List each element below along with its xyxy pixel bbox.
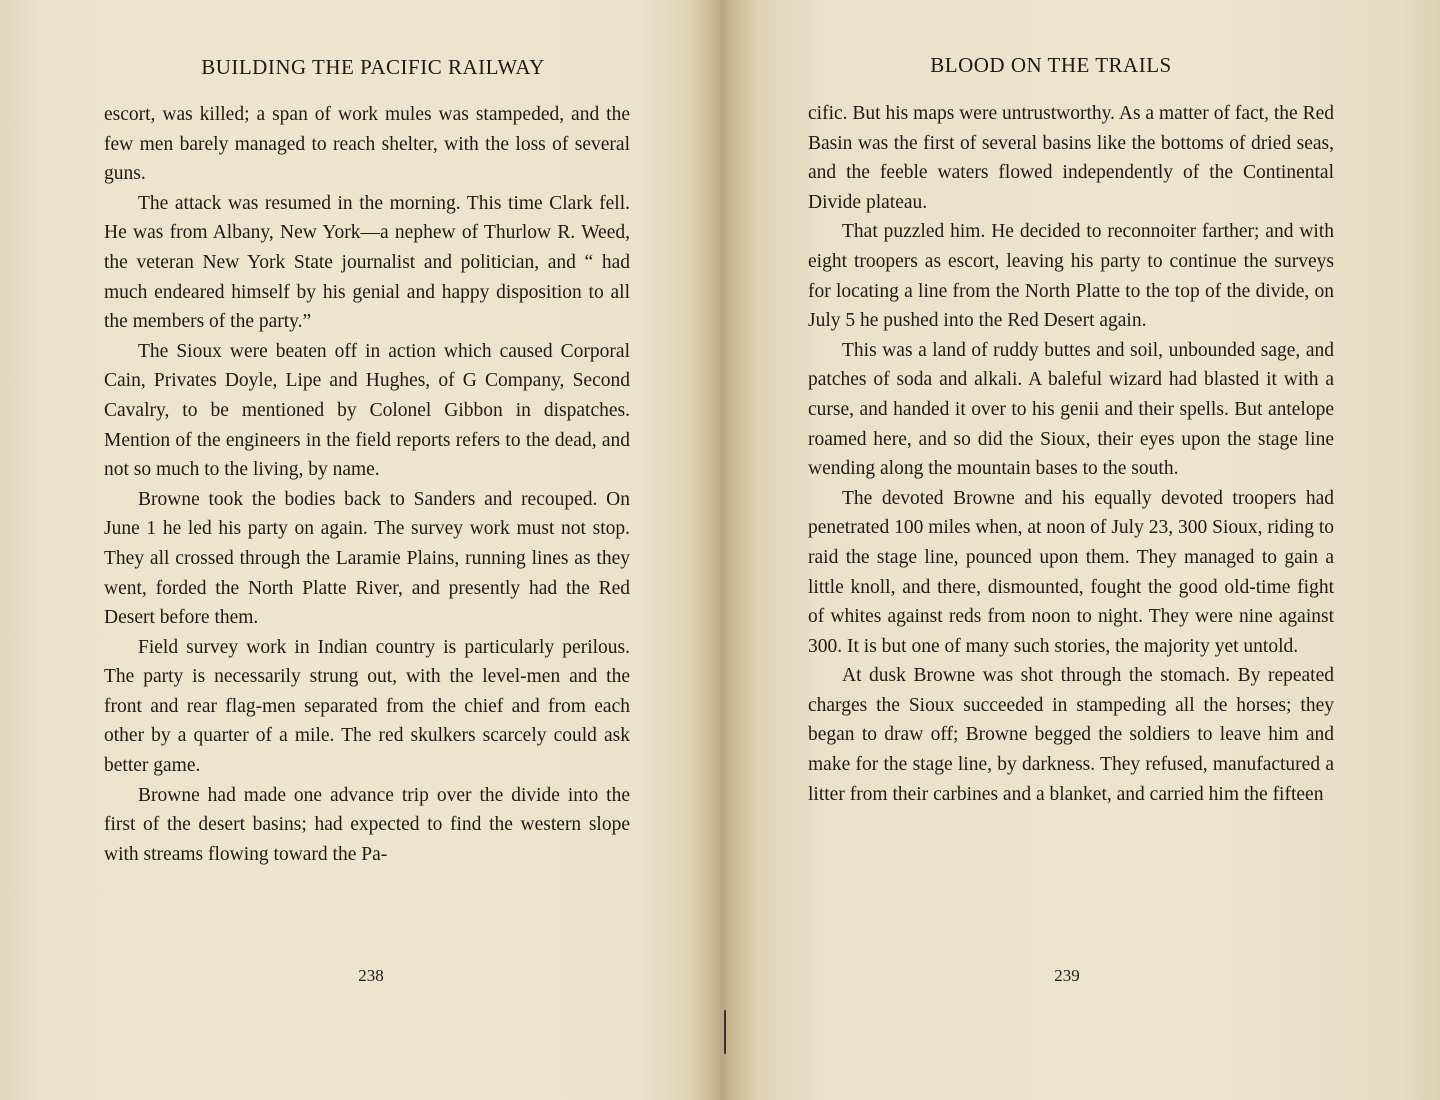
right-paragraph-1: cific. But his maps were untrustworthy. As a matter of fact, the Red Basin was the first of several basins like the bottoms of dried seas, and the feeble waters flowed independently of the Continental Divide plateau. [808, 103, 1334, 213]
left-paragraph-1: escort, was killed; a span of work mules was stampeded, and the few men barely managed to reach shelter, with the loss of several guns. [104, 104, 630, 185]
right-body-text [808, 99, 1334, 809]
left-paragraph-2: The attack was resumed in the morning. This time Clark fell. He was from Albany, New York—a nephew of Thurlow R. Weed, the veteran New York State journalist and politician, and “ had much endeared himself by his genial and happy disposition to all the members of the party.” [104, 192, 630, 333]
right-paragraph-5: At dusk Browne was shot through the stomach. By repeated charges the Sioux succeeded in stampeding all the horses; they began to draw off; Browne begged the soldiers to leave him and make for the stage line, by darkness. They refused, manufactured a litter from their carbines and a blanket, and carried him the fifteen [808, 665, 1334, 805]
right-page [808, 0, 1334, 1100]
left-paragraph-5: Field survey work in Indian country is particularly perilous. The party is necessarily strung out, with the level-men and the front and rear flag-men separated from the chief and from each other by a quarter of a mile. The red skulkers scarcely could ask better game. [104, 636, 630, 777]
left-paragraph-4: Browne took the bodies back to Sanders and recouped. On June 1 he led his party on again. The survey work must not stop. They all crossed through the Laramie Plains, running lines as they went, forded the North Platte River, and presently had the Red Desert before them. [104, 488, 630, 629]
right-page-number: 239 [1054, 966, 1080, 985]
left-paragraph-3: The Sioux were beaten off in action which caused Corporal Cain, Privates Doyle, Lipe and Hughes, of G Company, Second Cavalry, to be mentioned by Colonel Gibbon in dispatches. Mention of the engineers in the field reports refers to the dead, and not so much to the living, by name. [104, 340, 630, 481]
right-paragraph-2: That puzzled him. He decided to reconnoiter farther; and with eight troopers as escort, leaving his party to continue the surveys for locating a line from the North Platte to the top of the divide, on July 5 he pushed into the Red Desert again. [808, 221, 1334, 332]
left-running-head: BUILDING THE PACIFIC RAILWAY [201, 55, 545, 79]
left-body-text [104, 100, 630, 869]
right-paragraph-3: This was a land of ruddy buttes and soil, unbounded sage, and patches of soda and alkali. A baleful wizard had blasted it with a curse, and handed it over to his genii and their spells. But antelope roamed here, and so did the Sioux, their eyes upon the stage line wending along the mountain bases to the south. [808, 339, 1334, 480]
left-paragraph-6: Browne had made one advance trip over the divide into the first of the desert basins; had expected to find the western slope with streams flowing toward the Pa- [104, 784, 630, 865]
right-paragraph-4: The devoted Browne and his equally devoted troopers had penetrated 100 miles when, at noon of July 23, 300 Sioux, riding to raid the stage line, pounced upon them. They managed to gain a little knoll, and there, dismounted, fought the good old-time fight of whites against reds from noon to night. They were nine against 300. It is but one of many such stories, the majority yet untold. [808, 487, 1334, 657]
left-page [104, 0, 630, 1100]
right-running-head: BLOOD ON THE TRAILS [930, 53, 1172, 77]
gutter-mark [724, 1010, 726, 1054]
left-page-number: 238 [358, 966, 384, 985]
